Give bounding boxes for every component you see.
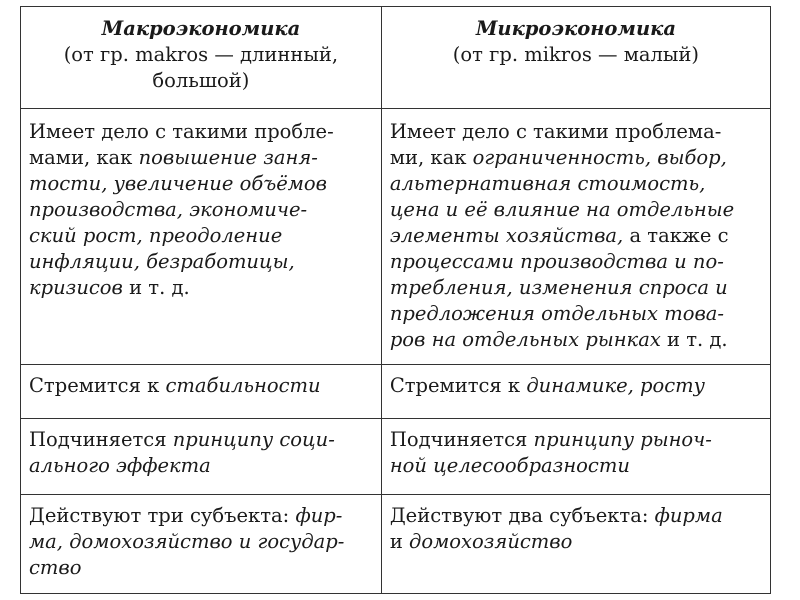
- italic-text-run: принципу рыноч-: [533, 428, 712, 451]
- italic-text-run: ма, домохозяйство и государ-: [29, 530, 345, 553]
- text-run: мами, как: [29, 146, 139, 169]
- text-run: Имеет дело с такими проблема-: [389, 120, 722, 143]
- text-line: [390, 529, 762, 555]
- italic-text-run: инфляции, безработицы,: [29, 250, 295, 273]
- italic-text-run: ограниченность, выбор,: [472, 146, 727, 169]
- italic-text-run: альтернативная стоимость,: [389, 172, 706, 195]
- text-run: Действуют два субъекта:: [389, 504, 655, 527]
- italic-text-run: элементы хозяйства,: [389, 224, 624, 247]
- text-line: [29, 119, 373, 145]
- text-run: и т. д.: [122, 276, 190, 299]
- text-line: [390, 119, 762, 145]
- italic-text-run: принципу соци-: [172, 428, 335, 451]
- italic-text-run: ров на отдельных рынках: [389, 328, 661, 351]
- italic-text-run: процессами производства и по-: [389, 250, 724, 273]
- italic-text-run: ной целесообразности: [389, 454, 630, 477]
- macro-header: [21, 7, 382, 109]
- italic-text-run: ального эффекта: [29, 454, 211, 477]
- goal-row: [21, 365, 771, 419]
- text-line: [390, 145, 762, 171]
- macro-goal-cell: [21, 365, 382, 419]
- text-line: [29, 249, 373, 275]
- text-line: [29, 197, 373, 223]
- text-run: Подчиняется: [389, 428, 534, 451]
- text-line: [390, 275, 762, 301]
- micro-subjects-cell: [381, 495, 770, 594]
- text-run: Подчиняется: [29, 428, 173, 451]
- problems-row: [21, 109, 771, 365]
- italic-text-run: ство: [29, 556, 82, 579]
- subjects-row: [21, 495, 771, 594]
- italic-text-run: производства, экономиче-: [29, 198, 308, 221]
- micro-subtitle: (от гр. mikros — малый): [452, 43, 700, 66]
- text-line: [29, 275, 373, 301]
- italic-text-run: кризисов: [29, 276, 123, 299]
- text-line: [390, 249, 762, 275]
- italic-text-run: фирма: [654, 504, 723, 527]
- micro-problems-cell: [381, 109, 770, 365]
- text-run: а также с: [623, 224, 729, 247]
- italic-text-run: требления, изменения спроса и: [389, 276, 728, 299]
- text-run: Стремится к: [389, 374, 527, 397]
- text-line: [390, 301, 762, 327]
- comparison-table: [20, 6, 771, 594]
- text-line: [29, 529, 373, 555]
- text-run: ми, как: [389, 146, 473, 169]
- italic-text-run: домохозяйство: [409, 530, 573, 553]
- italic-text-run: тости, увеличение объёмов: [29, 172, 328, 195]
- text-line: [29, 453, 373, 479]
- text-line: [29, 427, 373, 453]
- text-line: [390, 223, 762, 249]
- text-line: [390, 503, 762, 529]
- text-line: [390, 197, 762, 223]
- micro-goal-cell: [381, 365, 770, 419]
- micro-principle-cell: [381, 419, 770, 495]
- micro-header: [381, 7, 770, 109]
- macro-principle-cell: [21, 419, 382, 495]
- italic-text-run: динамике, росту: [526, 374, 705, 397]
- text-run: Стремится к: [29, 374, 166, 397]
- italic-text-run: стабильности: [165, 374, 321, 397]
- text-line: [29, 223, 373, 249]
- italic-text-run: предложения отдельных това-: [389, 302, 725, 325]
- italic-text-run: повышение заня-: [138, 146, 318, 169]
- text-run: Действуют три субъекта:: [29, 504, 296, 527]
- macro-title: Макроэкономика: [101, 17, 301, 40]
- text-line: [390, 327, 762, 353]
- text-line: [390, 427, 762, 453]
- text-line: [29, 145, 373, 171]
- text-line: [29, 171, 373, 197]
- principle-row: [21, 419, 771, 495]
- macro-subtitle-line2: большой): [152, 69, 250, 92]
- macro-problems-cell: [21, 109, 382, 365]
- text-run: и: [389, 530, 410, 553]
- text-line: [390, 373, 762, 399]
- italic-text-run: цена и её влияние на отдельные: [389, 198, 735, 221]
- text-run: и т. д.: [660, 328, 728, 351]
- italic-text-run: ский рост, преодоление: [29, 224, 283, 247]
- text-line: [29, 503, 373, 529]
- text-line: [29, 555, 373, 581]
- text-line: [390, 171, 762, 197]
- macro-subjects-cell: [21, 495, 382, 594]
- text-line: [390, 453, 762, 479]
- text-line: [29, 373, 373, 399]
- italic-text-run: фир-: [295, 504, 343, 527]
- header-row: [21, 7, 771, 109]
- micro-title: Микроэкономика: [475, 17, 676, 40]
- macro-subtitle-line1: (от гр. makros — длинный,: [63, 43, 339, 66]
- text-run: Имеет дело с такими пробле-: [29, 120, 334, 143]
